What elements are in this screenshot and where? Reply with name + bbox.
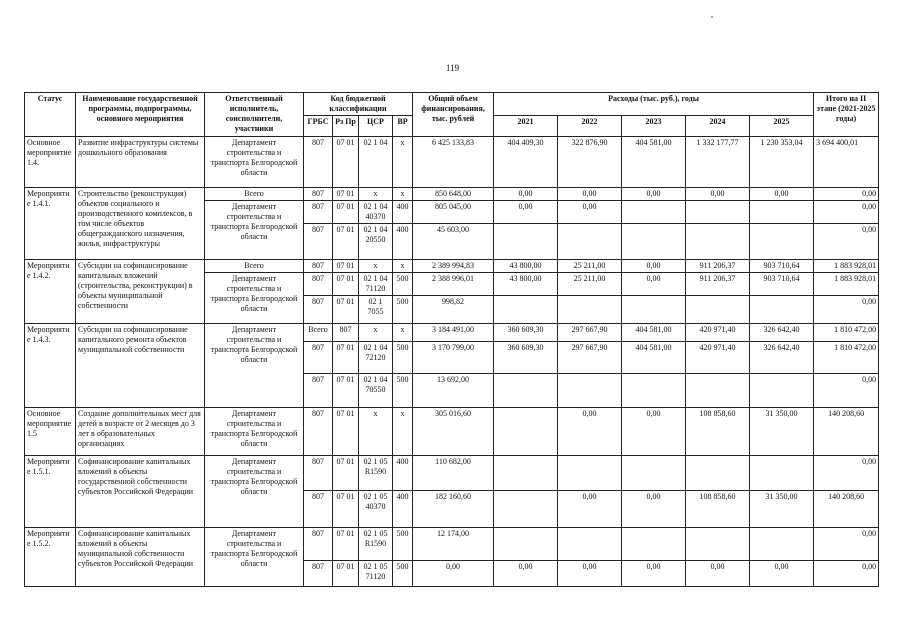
- year-2021-cell: [494, 296, 558, 324]
- year-2021-cell: [494, 224, 558, 260]
- grbs-cell: 807: [304, 260, 333, 273]
- rz-cell: 07 01: [333, 561, 359, 587]
- total-cell: 12 174,00: [413, 528, 494, 561]
- csr-cell: х: [359, 408, 393, 456]
- status-cell: Мероприятие 1.4.3.: [25, 324, 76, 408]
- scan-speck: [711, 16, 713, 18]
- csr-cell: 02 1 05 R1590: [359, 456, 393, 491]
- year-2021-cell: 360 609,30: [494, 324, 558, 342]
- responsible-cell: Департамент строительства и транспорта Белгородской области: [205, 408, 304, 456]
- header-budget-code: Код бюджетной классификации: [304, 93, 413, 116]
- year-2023-cell: [622, 456, 686, 491]
- stage-total-cell: 1 810 472,00: [814, 342, 879, 374]
- year-2024-cell: [686, 296, 750, 324]
- csr-cell: 02 1 04 20550: [359, 224, 393, 260]
- status-cell: Основное мероприятие 1.5: [25, 408, 76, 456]
- year-2022-cell: [558, 374, 622, 408]
- year-2022-cell: [558, 456, 622, 491]
- responsible-cell: Всего: [205, 260, 304, 273]
- vr-cell: х: [393, 408, 413, 456]
- year-2023-cell: [622, 201, 686, 224]
- year-2025-cell: [750, 456, 814, 491]
- year-2022-cell: [558, 528, 622, 561]
- year-2025-cell: 326 642,40: [750, 342, 814, 374]
- grbs-cell: 807: [304, 273, 333, 296]
- stage-total-cell: 0,00: [814, 528, 879, 561]
- year-2025-cell: [750, 374, 814, 408]
- vr-cell: 500: [393, 296, 413, 324]
- year-2023-cell: [622, 374, 686, 408]
- name-cell: Развитие инфраструктуры системы дошкольного образования: [76, 137, 205, 188]
- stage-total-cell: 0,00: [814, 561, 879, 587]
- year-2024-cell: 108 858,60: [686, 491, 750, 528]
- header-name: Наименование государственной программы, подпрограммы, основного мероприятия: [76, 93, 205, 137]
- year-2023-cell: 0,00: [622, 188, 686, 201]
- rz-cell: 07 01: [333, 456, 359, 491]
- vr-cell: 500: [393, 273, 413, 296]
- table-row: [25, 456, 879, 491]
- csr-cell: х: [359, 260, 393, 273]
- header-year-2022: 2022: [558, 116, 622, 137]
- year-2024-cell: [686, 374, 750, 408]
- year-2023-cell: 0,00: [622, 491, 686, 528]
- rz-cell: 807: [333, 324, 359, 342]
- year-2021-cell: 0,00: [494, 561, 558, 587]
- vr-cell: 500: [393, 374, 413, 408]
- status-cell: Мероприятие 1.5.2.: [25, 528, 76, 587]
- table-row: [25, 260, 879, 273]
- vr-cell: х: [393, 137, 413, 188]
- stage-total-cell: 140 208,60: [814, 491, 879, 528]
- vr-cell: 400: [393, 224, 413, 260]
- csr-cell: 02 1 7055: [359, 296, 393, 324]
- rz-cell: 07 01: [333, 528, 359, 561]
- stage-total-cell: 1 810 472,00: [814, 324, 879, 342]
- stage-total-cell: 0,00: [814, 374, 879, 408]
- csr-cell: 02 1 05 71120: [359, 561, 393, 587]
- responsible-cell: Департамент строительства и транспорта Белгородской области: [205, 528, 304, 587]
- year-2025-cell: [750, 224, 814, 260]
- csr-cell: 02 1 04 72120: [359, 342, 393, 374]
- rz-cell: 07 01: [333, 491, 359, 528]
- year-2024-cell: 911 206,37: [686, 273, 750, 296]
- header-rz: Рз Пр: [333, 116, 359, 137]
- year-2021-cell: [494, 491, 558, 528]
- vr-cell: х: [393, 188, 413, 201]
- grbs-cell: 807: [304, 224, 333, 260]
- total-cell: 3 184 491,00: [413, 324, 494, 342]
- year-2021-cell: 0,00: [494, 201, 558, 224]
- rz-cell: 07 01: [333, 137, 359, 188]
- year-2022-cell: 0,00: [558, 188, 622, 201]
- page-number: 119: [445, 63, 460, 73]
- vr-cell: х: [393, 324, 413, 342]
- responsible-cell: Всего: [205, 188, 304, 201]
- name-cell: Создание дополнительных мест для детей в возрасте от 2 месяцев до 3 лет в образовательных организациях: [76, 408, 205, 456]
- rz-cell: 07 01: [333, 201, 359, 224]
- year-2025-cell: [750, 528, 814, 561]
- year-2024-cell: 911 206,37: [686, 260, 750, 273]
- responsible-cell: Департамент строительства и транспорта Белгородской области: [205, 456, 304, 528]
- year-2025-cell: 0,00: [750, 561, 814, 587]
- name-cell: Субсидии на софинансирование капитального ремонта объектов муниципальной собственности: [76, 324, 205, 408]
- header-total: Общий объем финансирования, тыс. рублей: [413, 93, 494, 137]
- year-2022-cell: 0,00: [558, 201, 622, 224]
- header-year-2023: 2023: [622, 116, 686, 137]
- total-cell: 850 648,00: [413, 188, 494, 201]
- header-year-2021: 2021: [494, 116, 558, 137]
- year-2023-cell: 0,00: [622, 273, 686, 296]
- grbs-cell: 807: [304, 374, 333, 408]
- year-2023-cell: 0,00: [622, 260, 686, 273]
- rz-cell: 07 01: [333, 273, 359, 296]
- header-responsible: Ответственный исполнитель, соисполнители, участники: [205, 93, 304, 137]
- stage-total-cell: 1 883 928,01: [814, 260, 879, 273]
- year-2021-cell: 404 409,30: [494, 137, 558, 188]
- stage-total-cell: 0,00: [814, 188, 879, 201]
- csr-cell: 02 1 04: [359, 137, 393, 188]
- rz-cell: 07 01: [333, 374, 359, 408]
- responsible-cell: Департамент строительства и транспорта Белгородской области: [205, 273, 304, 324]
- name-cell: Софинансирование капитальных вложений в объекты муниципальной собственности субъектов Российской Федерации: [76, 528, 205, 587]
- total-cell: 110 682,00: [413, 456, 494, 491]
- vr-cell: 500: [393, 342, 413, 374]
- stage-total-cell: 140 208,60: [814, 408, 879, 456]
- vr-cell: 400: [393, 201, 413, 224]
- year-2025-cell: 31 350,00: [750, 408, 814, 456]
- year-2023-cell: 404 581,00: [622, 137, 686, 188]
- csr-cell: 02 1 04 70550: [359, 374, 393, 408]
- csr-cell: 02 1 05 40370: [359, 491, 393, 528]
- year-2024-cell: 108 858,60: [686, 408, 750, 456]
- year-2022-cell: 322 876,90: [558, 137, 622, 188]
- year-2024-cell: 420 971,40: [686, 324, 750, 342]
- header-year-2024: 2024: [686, 116, 750, 137]
- total-cell: 182 160,60: [413, 491, 494, 528]
- year-2022-cell: 297 667,90: [558, 342, 622, 374]
- year-2024-cell: [686, 201, 750, 224]
- vr-cell: 500: [393, 528, 413, 561]
- grbs-cell: 807: [304, 188, 333, 201]
- year-2024-cell: [686, 224, 750, 260]
- year-2024-cell: 420 971,40: [686, 342, 750, 374]
- year-2022-cell: 0,00: [558, 491, 622, 528]
- stage-total-cell: 3 694 400,01: [814, 137, 879, 188]
- grbs-cell: 807: [304, 342, 333, 374]
- name-cell: Субсидии на софинансирование капитальных вложений (строительства, реконструкции) в объекты муниципальной собственности: [76, 260, 205, 324]
- year-2022-cell: [558, 224, 622, 260]
- grbs-cell: 807: [304, 137, 333, 188]
- total-cell: 305 016,60: [413, 408, 494, 456]
- stage-total-cell: 0,00: [814, 296, 879, 324]
- grbs-cell: 807: [304, 456, 333, 491]
- year-2025-cell: 0,00: [750, 188, 814, 201]
- header-year-2025: 2025: [750, 116, 814, 137]
- stage-total-cell: 0,00: [814, 224, 879, 260]
- responsible-cell: Департамент строительства и транспорта Белгородской области: [205, 324, 304, 408]
- grbs-cell: 807: [304, 561, 333, 587]
- table-row: [25, 408, 879, 456]
- total-cell: 0,00: [413, 561, 494, 587]
- year-2023-cell: [622, 528, 686, 561]
- year-2022-cell: 0,00: [558, 408, 622, 456]
- year-2023-cell: 404 581,00: [622, 342, 686, 374]
- year-2025-cell: 903 710,64: [750, 273, 814, 296]
- year-2021-cell: 0,00: [494, 188, 558, 201]
- rz-cell: 07 01: [333, 224, 359, 260]
- header-csr: ЦСР: [359, 116, 393, 137]
- stage-total-cell: 0,00: [814, 201, 879, 224]
- year-2024-cell: 1 332 177,77: [686, 137, 750, 188]
- vr-cell: 400: [393, 456, 413, 491]
- responsible-cell: Департамент строительства и транспорта Белгородской области: [205, 137, 304, 188]
- year-2022-cell: 0,00: [558, 561, 622, 587]
- name-cell: Строительство (реконструкция) объектов социального и производственного комплексов, в том числе объектов общегражданского назначения, жилья, инфраструктуры: [76, 188, 205, 260]
- grbs-cell: 807: [304, 201, 333, 224]
- year-2021-cell: [494, 456, 558, 491]
- header-grbs: ГРБС: [304, 116, 333, 137]
- year-2025-cell: [750, 201, 814, 224]
- total-cell: 45 603,00: [413, 224, 494, 260]
- year-2021-cell: [494, 408, 558, 456]
- year-2022-cell: [558, 296, 622, 324]
- year-2024-cell: 0,00: [686, 561, 750, 587]
- total-cell: 2 389 994,83: [413, 260, 494, 273]
- stage-total-cell: 1 883 928,01: [814, 273, 879, 296]
- rz-cell: 07 01: [333, 188, 359, 201]
- year-2022-cell: 25 211,00: [558, 260, 622, 273]
- year-2021-cell: [494, 374, 558, 408]
- responsible-cell: Департамент строительства и транспорта Белгородской области: [205, 201, 304, 260]
- status-cell: Основное мероприятие 1.4.: [25, 137, 76, 188]
- header-vr: ВР: [393, 116, 413, 137]
- rz-cell: 07 01: [333, 342, 359, 374]
- rz-cell: 07 01: [333, 296, 359, 324]
- year-2025-cell: 326 642,40: [750, 324, 814, 342]
- vr-cell: х: [393, 260, 413, 273]
- year-2021-cell: 43 800,00: [494, 260, 558, 273]
- year-2021-cell: [494, 528, 558, 561]
- year-2024-cell: [686, 456, 750, 491]
- total-cell: 2 388 996,01: [413, 273, 494, 296]
- grbs-cell: 807: [304, 528, 333, 561]
- total-cell: 3 170 799,00: [413, 342, 494, 374]
- total-cell: 998,82: [413, 296, 494, 324]
- status-cell: Мероприятие 1.5.1.: [25, 456, 76, 528]
- year-2025-cell: [750, 296, 814, 324]
- budget-table: [24, 92, 879, 587]
- csr-cell: х: [359, 324, 393, 342]
- year-2025-cell: 31 350,00: [750, 491, 814, 528]
- year-2025-cell: 903 710,64: [750, 260, 814, 273]
- table-row: [25, 528, 879, 561]
- year-2023-cell: 0,00: [622, 561, 686, 587]
- vr-cell: 500: [393, 561, 413, 587]
- year-2023-cell: 0,00: [622, 408, 686, 456]
- status-cell: Мероприятие 1.4.2.: [25, 260, 76, 324]
- year-2022-cell: 297 667,90: [558, 324, 622, 342]
- table-row: [25, 324, 879, 342]
- csr-cell: 02 1 05 R1590: [359, 528, 393, 561]
- table-row: [25, 188, 879, 201]
- total-cell: 6 425 133,83: [413, 137, 494, 188]
- year-2023-cell: [622, 296, 686, 324]
- year-2021-cell: 43 800,00: [494, 273, 558, 296]
- year-2021-cell: 360 609,30: [494, 342, 558, 374]
- header-expenses: Расходы (тыс. руб.), годы: [494, 93, 814, 116]
- year-2024-cell: 0,00: [686, 188, 750, 201]
- table-row: [25, 137, 879, 188]
- status-cell: Мероприятие 1.4.1.: [25, 188, 76, 260]
- grbs-cell: 807: [304, 408, 333, 456]
- stage-total-cell: 0,00: [814, 456, 879, 491]
- total-cell: 13 692,00: [413, 374, 494, 408]
- year-2025-cell: 1 230 353,04: [750, 137, 814, 188]
- year-2023-cell: [622, 224, 686, 260]
- year-2024-cell: [686, 528, 750, 561]
- grbs-cell: 807: [304, 491, 333, 528]
- vr-cell: 400: [393, 491, 413, 528]
- rz-cell: 07 01: [333, 408, 359, 456]
- total-cell: 805 045,00: [413, 201, 494, 224]
- header-status: Статус: [25, 93, 76, 137]
- name-cell: Софинансирование капитальных вложений в объекты государственной собственности субъектов Российской Федерации: [76, 456, 205, 528]
- grbs-cell: 807: [304, 296, 333, 324]
- rz-cell: 07 01: [333, 260, 359, 273]
- csr-cell: 02 1 04 40370: [359, 201, 393, 224]
- grbs-cell: Всего: [304, 324, 333, 342]
- year-2023-cell: 404 581,00: [622, 324, 686, 342]
- csr-cell: х: [359, 188, 393, 201]
- header-stage-total: Итого на II этапе (2021-2025 годы): [814, 93, 879, 137]
- year-2022-cell: 25 211,00: [558, 273, 622, 296]
- csr-cell: 02 1 04 71120: [359, 273, 393, 296]
